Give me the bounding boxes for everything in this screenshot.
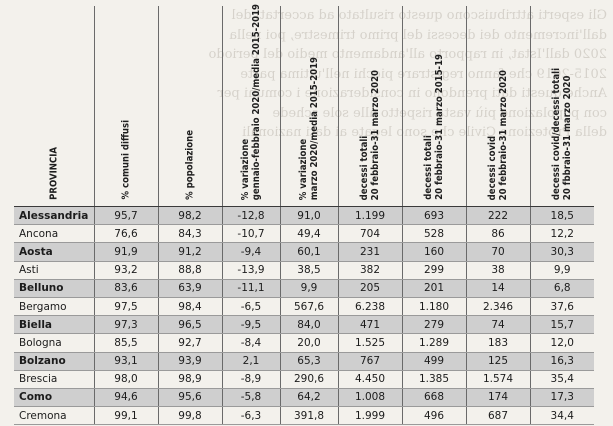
value-cell: 183 [466,334,530,352]
province-cell: Ancona [14,225,94,243]
value-cell: 125 [466,352,530,370]
province-cell: Bolzano [14,352,94,370]
value-cell: 64,2 [280,388,338,406]
value-cell: -11,1 [222,279,280,297]
value-cell: 83,6 [94,279,158,297]
value-cell: 88,8 [158,261,222,279]
column-header-label: % variazione gennaio-febbraio 2020/media 2015-2019 [240,3,262,200]
value-cell: 38 [466,261,530,279]
value-cell: 70 [466,243,530,261]
value-cell: -13,9 [222,261,280,279]
table-row [14,279,594,297]
column-header-label: % variazione marzo 2020/media 2015-2019 [298,56,320,200]
column-header [94,6,158,207]
table-row [14,225,594,243]
value-cell: 1.008 [338,388,402,406]
value-cell: 35,4 [530,370,594,388]
value-cell: 528 [402,225,466,243]
value-cell: 96,5 [158,316,222,334]
value-cell: 2,1 [222,352,280,370]
value-cell: 98,2 [158,207,222,225]
value-cell: -6,5 [222,297,280,315]
value-cell: 668 [402,388,466,406]
value-cell: 92,7 [158,334,222,352]
value-cell: 74 [466,316,530,334]
value-cell: 99,8 [158,407,222,425]
value-cell: 91,0 [280,207,338,225]
bleed-line: 2020 dall'Istat, in rapporto all'andamento medio del periodo [208,47,607,62]
value-cell: 17,3 [530,388,594,406]
value-cell: -6,3 [222,407,280,425]
province-cell: Asti [14,261,94,279]
province-cell: Biella [14,316,94,334]
value-cell: 4.450 [338,370,402,388]
value-cell: 85,5 [94,334,158,352]
value-cell: -5,8 [222,388,280,406]
column-header [158,6,222,207]
value-cell: -9,4 [222,243,280,261]
value-cell: 9,9 [280,279,338,297]
column-header [14,6,94,207]
table-row [14,407,594,425]
province-cell: Belluno [14,279,94,297]
value-cell: 49,4 [280,225,338,243]
header-row [14,6,594,207]
table-row [14,207,594,225]
value-cell: 201 [402,279,466,297]
value-cell: 91,2 [158,243,222,261]
column-header-label: decessi totali 20 febbraio-31 marzo 2015-19 [423,54,445,200]
table-row [14,388,594,406]
value-cell: 9,9 [530,261,594,279]
value-cell: 38,5 [280,261,338,279]
value-cell: 567,6 [280,297,338,315]
value-cell: 93,1 [94,352,158,370]
value-cell: 95,6 [158,388,222,406]
value-cell: 1.180 [402,297,466,315]
province-cell: Brescia [14,370,94,388]
value-cell: 1.199 [338,207,402,225]
value-cell: 30,3 [530,243,594,261]
value-cell: 65,3 [280,352,338,370]
table-row [14,352,594,370]
value-cell: 86 [466,225,530,243]
table-row [14,261,594,279]
province-cell: Alessandria [14,207,94,225]
value-cell: 12,2 [530,225,594,243]
table-row [14,243,594,261]
value-cell: 15,7 [530,316,594,334]
value-cell: 37,6 [530,297,594,315]
value-cell: 1.999 [338,407,402,425]
value-cell: 60,1 [280,243,338,261]
value-cell: 99,1 [94,407,158,425]
table-row [14,297,594,315]
column-header [530,6,594,207]
bleed-line: Gli esperti attribuiscono questo risultato ad accertati del [231,8,607,23]
column-header [402,6,466,207]
province-cell: Cremona [14,407,94,425]
value-cell: 279 [402,316,466,334]
value-cell: 704 [338,225,402,243]
value-cell: 767 [338,352,402,370]
value-cell: 391,8 [280,407,338,425]
table-row [14,334,594,352]
value-cell: 1.574 [466,370,530,388]
province-cell: Aosta [14,243,94,261]
bleed-line: 2015-2019 che fanno registrare picchi nell'ultima parte [240,66,607,82]
value-cell: 231 [338,243,402,261]
column-header [466,6,530,207]
value-cell: 20,0 [280,334,338,352]
column-header-label: decessi covid 20 febbraio-31 marzo 2020 [487,69,509,200]
value-cell: 1.289 [402,334,466,352]
value-cell: 687 [466,407,530,425]
table-row [14,370,594,388]
value-cell: 222 [466,207,530,225]
value-cell: 98,4 [158,297,222,315]
bleed-line: dall'incremento dei decessi del primo trimestre, poi nella [229,27,607,43]
value-cell: 98,9 [158,370,222,388]
value-cell: 97,3 [94,316,158,334]
value-cell: 14 [466,279,530,297]
value-cell: 499 [402,352,466,370]
bleed-line: della Protezione Civile che sono legate ai dati nazionali [242,125,607,140]
value-cell: 18,5 [530,207,594,225]
table-body [14,207,594,425]
value-cell: 76,6 [94,225,158,243]
value-cell: 290,6 [280,370,338,388]
value-cell: 94,6 [94,388,158,406]
value-cell: 98,0 [94,370,158,388]
value-cell: 95,7 [94,207,158,225]
column-header [280,6,338,207]
value-cell: 299 [402,261,466,279]
value-cell: 1.385 [402,370,466,388]
value-cell: 34,4 [530,407,594,425]
bleed-line: Anche questi dati prendono in considerazione i comuni per [217,86,607,101]
value-cell: 93,2 [94,261,158,279]
value-cell: -9,5 [222,316,280,334]
value-cell: 382 [338,261,402,279]
province-cell: Como [14,388,94,406]
value-cell: 6,8 [530,279,594,297]
value-cell: -12,8 [222,207,280,225]
table-row [14,316,594,334]
column-header-label: PROVINCIA [48,147,60,200]
value-cell: 97,5 [94,297,158,315]
value-cell: 2.346 [466,297,530,315]
value-cell: 16,3 [530,352,594,370]
value-cell: 160 [402,243,466,261]
column-header [222,3,280,207]
value-cell: 471 [338,316,402,334]
value-cell: 205 [338,279,402,297]
value-cell: -8,4 [222,334,280,352]
bleed-line: con popolazione più vasta rispetto alle sole schede [272,105,607,121]
column-header-label: decessi covid/decessi totali 20 fbbraio-31 marzo 2020 [551,67,574,200]
value-cell: 91,9 [94,243,158,261]
value-cell: 1.525 [338,334,402,352]
column-header-label: % popolazione [184,130,196,200]
column-header [338,6,402,207]
value-cell: 63,9 [158,279,222,297]
province-cell: Bologna [14,334,94,352]
value-cell: -10,7 [222,225,280,243]
value-cell: 84,0 [280,316,338,334]
value-cell: 84,3 [158,225,222,243]
column-header-label: decessi totali 20 febbraio-31 marzo 2020 [359,69,381,200]
mortality-table [14,3,594,425]
column-header-label: % comuni diffusi [120,120,132,200]
value-cell: 93,9 [158,352,222,370]
value-cell: 496 [402,407,466,425]
province-cell: Bergamo [14,297,94,315]
value-cell: 174 [466,388,530,406]
value-cell: 6.238 [338,297,402,315]
value-cell: 12,0 [530,334,594,352]
value-cell: -8,9 [222,370,280,388]
value-cell: 693 [402,207,466,225]
